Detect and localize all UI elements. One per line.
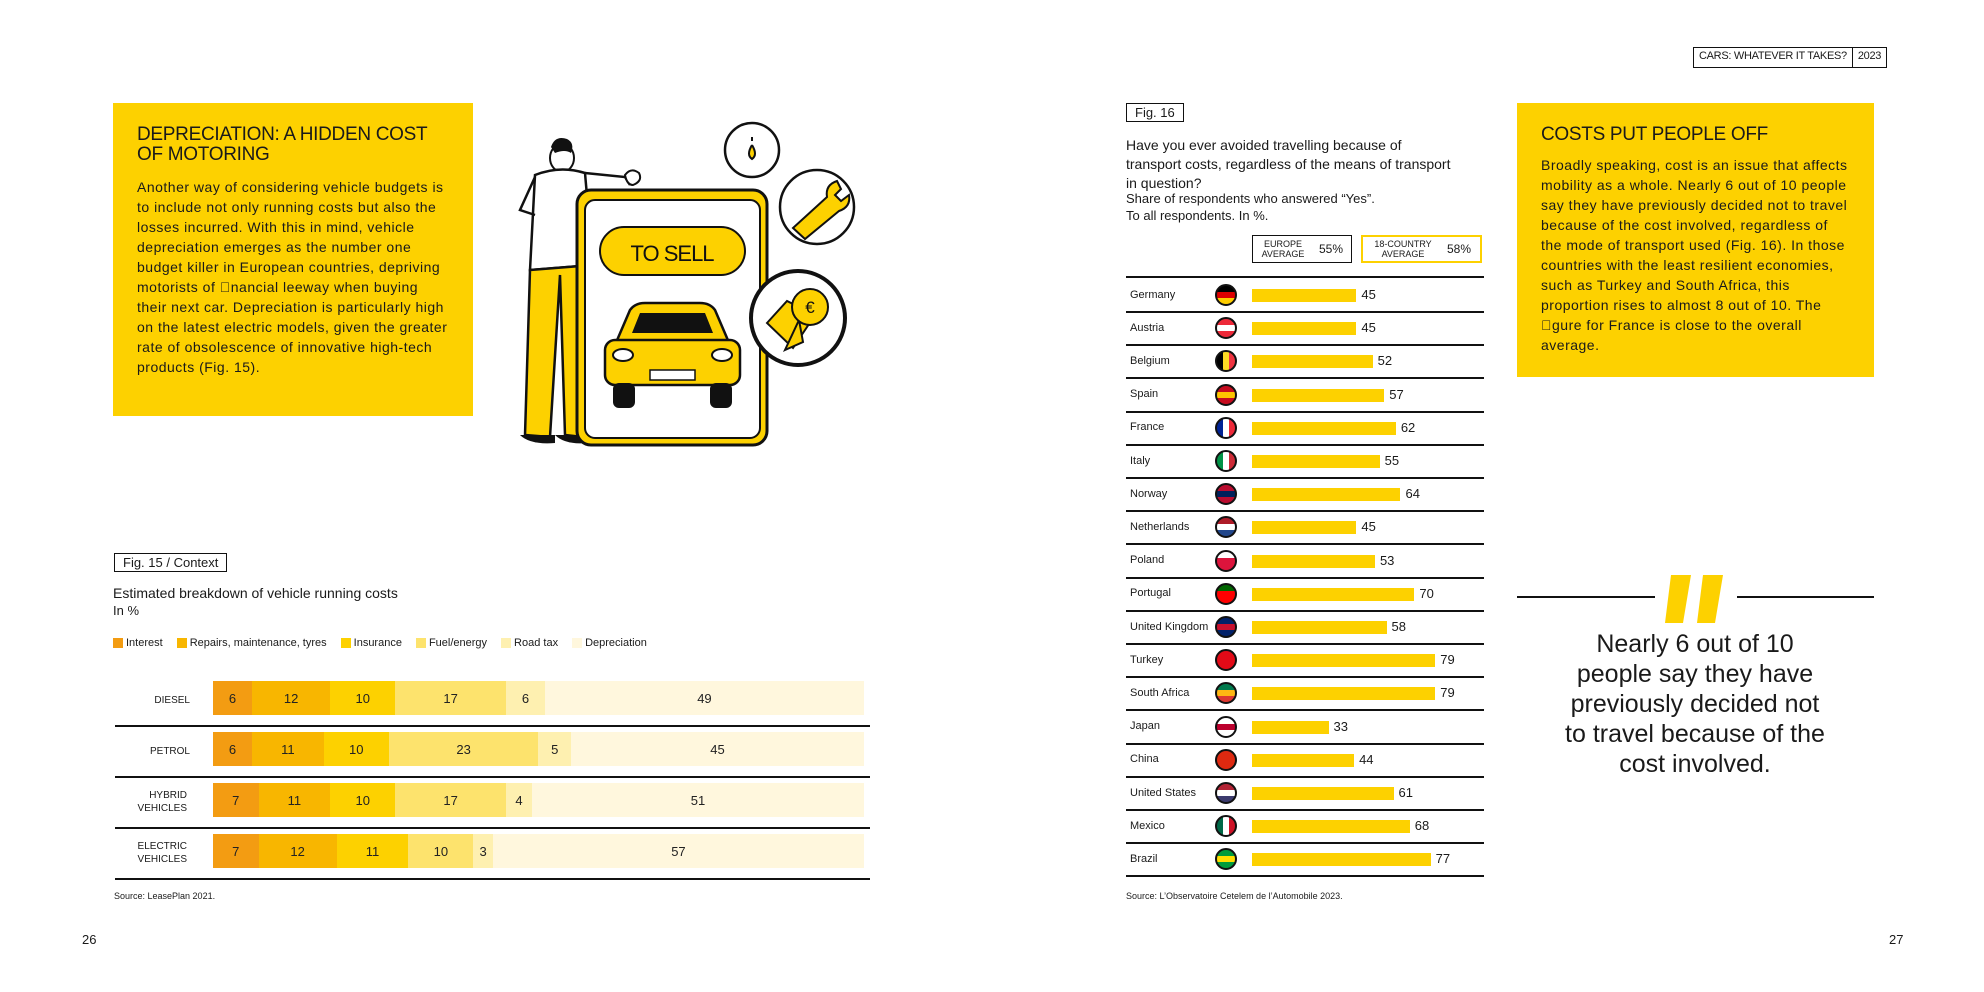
- bar-segment: 23: [389, 732, 539, 766]
- bar-segment: 6: [506, 681, 545, 715]
- bar-segment: 10: [324, 732, 389, 766]
- legend-item: [341, 637, 402, 649]
- country-value: 45: [1361, 287, 1376, 302]
- costs-title: COSTS PUT PEOPLE OFF: [1541, 124, 1768, 145]
- country-bar: [1252, 820, 1410, 833]
- for-sale-sign: [577, 190, 767, 445]
- bar-segment: 11: [259, 783, 331, 817]
- bar-segment: 12: [259, 834, 337, 868]
- country-row: [1126, 312, 1484, 346]
- bar-segment: 17: [395, 783, 506, 817]
- euro-decline-icon: [751, 271, 845, 365]
- country-name: Mexico: [1130, 819, 1165, 832]
- bar-segment: 11: [252, 732, 324, 766]
- stacked-bar: [213, 783, 864, 817]
- fig16-source: Source: L’Observatoire Cetelem de l’Automobile 2023.: [1126, 891, 1343, 901]
- country-row: [1126, 445, 1484, 479]
- flag-icon: [1215, 716, 1237, 738]
- country-bar: [1252, 754, 1354, 767]
- country-name: Norway: [1130, 487, 1168, 500]
- bar-segment: 11: [337, 834, 409, 868]
- fig15-unit: In %: [113, 603, 140, 618]
- fig15-legend: [113, 637, 661, 649]
- quote-mark-icon: [1665, 575, 1727, 623]
- publication-year: 2023: [1857, 50, 1882, 62]
- country-row: [1126, 843, 1484, 877]
- fig15-tag: Fig. 15 / Context: [114, 553, 227, 572]
- country-row: [1126, 279, 1484, 313]
- country-value: 77: [1435, 851, 1451, 867]
- country-row: [1126, 810, 1484, 844]
- country-value: 44: [1359, 751, 1374, 767]
- bar-segment: 3: [473, 834, 493, 868]
- country-row: [1126, 777, 1484, 811]
- europe-average-value: 55%: [1319, 242, 1344, 256]
- publication-title: CARS: WHATEVER IT TAKES?: [1694, 48, 1853, 67]
- country-name: United Kingdom: [1130, 620, 1209, 633]
- legend-label: Fuel/energy: [428, 637, 488, 649]
- flag-icon: [1215, 483, 1237, 505]
- bar-segment: 17: [395, 681, 506, 715]
- sign-text: TO SELL: [630, 241, 714, 266]
- country-bar: [1252, 322, 1356, 335]
- country-bar: [1252, 787, 1394, 800]
- country-value: 52: [1377, 353, 1393, 369]
- stacked-bar: [213, 681, 864, 715]
- legend-label: Road tax: [514, 637, 559, 649]
- country-name: Netherlands: [1130, 520, 1190, 533]
- costs-body: Broadly speaking, cost is an issue that affects mobility as a whole. Nearly 6 out of 10 people say they have previously decided not to travel because of the cost involved, regardless of the mode of transport used (Fig. 16). In those countries with the least resilient economies, such as Turkey and South Africa, this proportion rises to almost 8 out of 10. The  gure for France is close to the overall average.: [1541, 157, 1848, 353]
- country-value: 55: [1384, 453, 1400, 468]
- country-value: 58: [1391, 619, 1407, 634]
- country-bar: [1252, 389, 1384, 402]
- country-row: [1126, 644, 1484, 678]
- depreciation-body: Another way of considering vehicle budgets is to include not only running costs but also the losses incurred. With this in mind, vehicle depreciation emerges as the number one budget killer in European countries, depriving motorists of  nancial leeway when buying their next car. Depreciation is particularly high on the latest electric models, given the greater rate of obsolescence of innovative high-tech products (Fig. 15).: [137, 179, 448, 375]
- country-bar: [1252, 455, 1380, 468]
- country-row: [1126, 545, 1484, 579]
- legend-item: [113, 637, 163, 649]
- category-label: DIESEL: [154, 694, 190, 706]
- country-value: 61: [1398, 785, 1413, 800]
- flag-icon: [1215, 384, 1237, 406]
- flag-icon: [1215, 350, 1237, 372]
- country-average-value: 58%: [1447, 242, 1472, 256]
- flag-icon: [1215, 749, 1237, 771]
- legend-item: [572, 637, 647, 649]
- country-value: 68: [1414, 818, 1430, 834]
- country-row: [1126, 478, 1484, 512]
- flag-icon: [1215, 815, 1237, 837]
- stacked-row: [115, 726, 870, 778]
- country-name: Turkey: [1130, 653, 1164, 666]
- legend-swatch: [113, 638, 123, 648]
- stacked-row: [115, 675, 870, 727]
- country-bar: [1252, 588, 1414, 601]
- oil-drop-icon: [725, 123, 779, 177]
- category-label: HYBRID VEHICLES: [137, 790, 187, 814]
- country-bar: [1252, 521, 1356, 534]
- quote-rule-left: [1517, 596, 1655, 598]
- legend-item: [177, 637, 327, 649]
- country-bar: [1252, 721, 1329, 734]
- flag-icon: [1215, 550, 1237, 572]
- flag-icon: [1215, 848, 1237, 870]
- svg-text:€: €: [805, 298, 815, 317]
- fig16-question: Have you ever avoided travelling because of transport costs, regardless of the means of transport in question?: [1126, 137, 1451, 191]
- fig16-subtitle1: Share of respondents who answered “Yes”.: [1126, 191, 1375, 206]
- country-value: 57: [1389, 386, 1404, 402]
- country-bar: [1252, 555, 1375, 568]
- flag-icon: [1215, 450, 1237, 472]
- country-row: [1126, 412, 1484, 446]
- publication-header: [1693, 47, 1887, 68]
- europe-average-label-1: EUROPE: [1263, 239, 1302, 249]
- stacked-row: [115, 828, 870, 880]
- stacked-bar: [213, 834, 864, 868]
- country-value: 79: [1440, 652, 1455, 668]
- flag-icon: [1215, 417, 1237, 439]
- legend-swatch: [572, 638, 582, 648]
- bar-segment: 51: [532, 783, 864, 817]
- country-row: [1126, 511, 1484, 545]
- country-row: [1126, 379, 1484, 413]
- country-name: Germany: [1130, 288, 1176, 301]
- fig16-subtitle2: To all respondents. In %.: [1126, 208, 1269, 223]
- bar-segment: 6: [213, 732, 252, 766]
- country-value: 62: [1400, 419, 1416, 435]
- country-name: Austria: [1130, 321, 1165, 334]
- flag-icon: [1215, 317, 1237, 339]
- flag-icon: [1215, 516, 1237, 538]
- country-value: 53: [1379, 552, 1395, 568]
- flag-icon: [1215, 682, 1237, 704]
- legend-item: [501, 637, 558, 649]
- country-row: [1126, 677, 1484, 711]
- country-value: 45: [1361, 519, 1376, 535]
- country-value: 64: [1405, 486, 1420, 502]
- country-name: France: [1130, 421, 1165, 434]
- country-row: [1126, 744, 1484, 778]
- wrench-icon: [780, 170, 854, 244]
- country-bar: [1252, 853, 1431, 866]
- country-row: [1126, 345, 1484, 379]
- country-value: 45: [1361, 320, 1376, 336]
- country-bar: [1252, 355, 1373, 368]
- country-average-label-2: AVERAGE: [1381, 249, 1425, 259]
- bar-segment: 10: [408, 834, 473, 868]
- bar-segment: 4: [506, 783, 532, 817]
- country-name: Poland: [1130, 554, 1165, 567]
- car-sale-illustration: [505, 115, 865, 455]
- europe-average-label-2: AVERAGE: [1261, 249, 1305, 259]
- bar-segment: 12: [252, 681, 330, 715]
- country-name: South Africa: [1130, 686, 1190, 699]
- stacked-bar: [213, 732, 864, 766]
- europe-average-box: [1252, 235, 1352, 263]
- country-name: United States: [1130, 786, 1197, 799]
- country-row: [1126, 578, 1484, 612]
- flag-icon: [1215, 649, 1237, 671]
- country-name: Belgium: [1130, 354, 1170, 367]
- depreciation-title: DEPRECIATION: A HIDDEN COST OF MOTORING: [137, 124, 427, 165]
- bar-segment: 7: [213, 834, 259, 868]
- bar-segment: 5: [538, 732, 571, 766]
- stacked-row: [115, 777, 870, 829]
- country-value: 33: [1333, 718, 1349, 734]
- bar-segment: 7: [213, 783, 259, 817]
- legend-label: Repairs, maintenance, tyres: [189, 637, 327, 649]
- bar-segment: 57: [493, 834, 864, 868]
- country-average-label-1: 18-COUNTRY: [1374, 239, 1432, 249]
- country-name: China: [1130, 753, 1159, 766]
- legend-label: Depreciation: [585, 637, 647, 649]
- fig16-tag: Fig. 16: [1126, 103, 1184, 122]
- fig15-source: Source: LeasePlan 2021.: [114, 891, 216, 901]
- country-name: Brazil: [1130, 852, 1158, 865]
- bar-segment: 10: [330, 681, 395, 715]
- country-average-box: [1361, 235, 1482, 263]
- bar-segment: 49: [545, 681, 864, 715]
- country-value: 79: [1440, 685, 1455, 701]
- bar-segment: 6: [213, 681, 252, 715]
- country-bar: [1252, 654, 1435, 667]
- category-label: PETROL: [149, 745, 190, 757]
- flag-icon: [1215, 616, 1237, 638]
- flag-icon: [1215, 284, 1237, 306]
- fig16-top-rule: [1126, 276, 1484, 278]
- legend-swatch: [341, 638, 351, 648]
- page-number-right: 27: [1889, 932, 1904, 947]
- country-value: 70: [1419, 585, 1434, 601]
- category-label: ELECTRIC VEHICLES: [137, 841, 187, 865]
- country-bar: [1252, 687, 1435, 700]
- legend-item: [416, 637, 487, 649]
- pull-quote: Nearly 6 out of 10 people say they have previously decided not to travel because of the cost involved.: [1565, 630, 1825, 778]
- flag-icon: [1215, 782, 1237, 804]
- legend-label: Interest: [126, 637, 163, 649]
- flag-icon: [1215, 583, 1237, 605]
- page-number-left: 26: [82, 932, 97, 947]
- country-bar: [1252, 422, 1396, 435]
- country-row: [1126, 611, 1484, 645]
- legend-swatch: [177, 638, 187, 648]
- country-row: [1126, 711, 1484, 745]
- legend-label: Insurance: [353, 637, 402, 649]
- bar-segment: 45: [571, 732, 864, 766]
- country-bar: [1252, 621, 1387, 634]
- country-bar: [1252, 289, 1356, 302]
- country-name: Italy: [1130, 454, 1151, 467]
- country-name: Japan: [1130, 720, 1160, 733]
- fig15-title: Estimated breakdown of vehicle running costs: [113, 585, 398, 601]
- legend-swatch: [501, 638, 511, 648]
- country-name: Spain: [1130, 388, 1159, 401]
- depreciation-box: [113, 103, 473, 416]
- legend-swatch: [416, 638, 426, 648]
- country-name: Portugal: [1130, 587, 1171, 600]
- bar-segment: 10: [330, 783, 395, 817]
- quote-rule-right: [1737, 596, 1874, 598]
- costs-box: [1517, 103, 1874, 377]
- country-bar: [1252, 488, 1400, 501]
